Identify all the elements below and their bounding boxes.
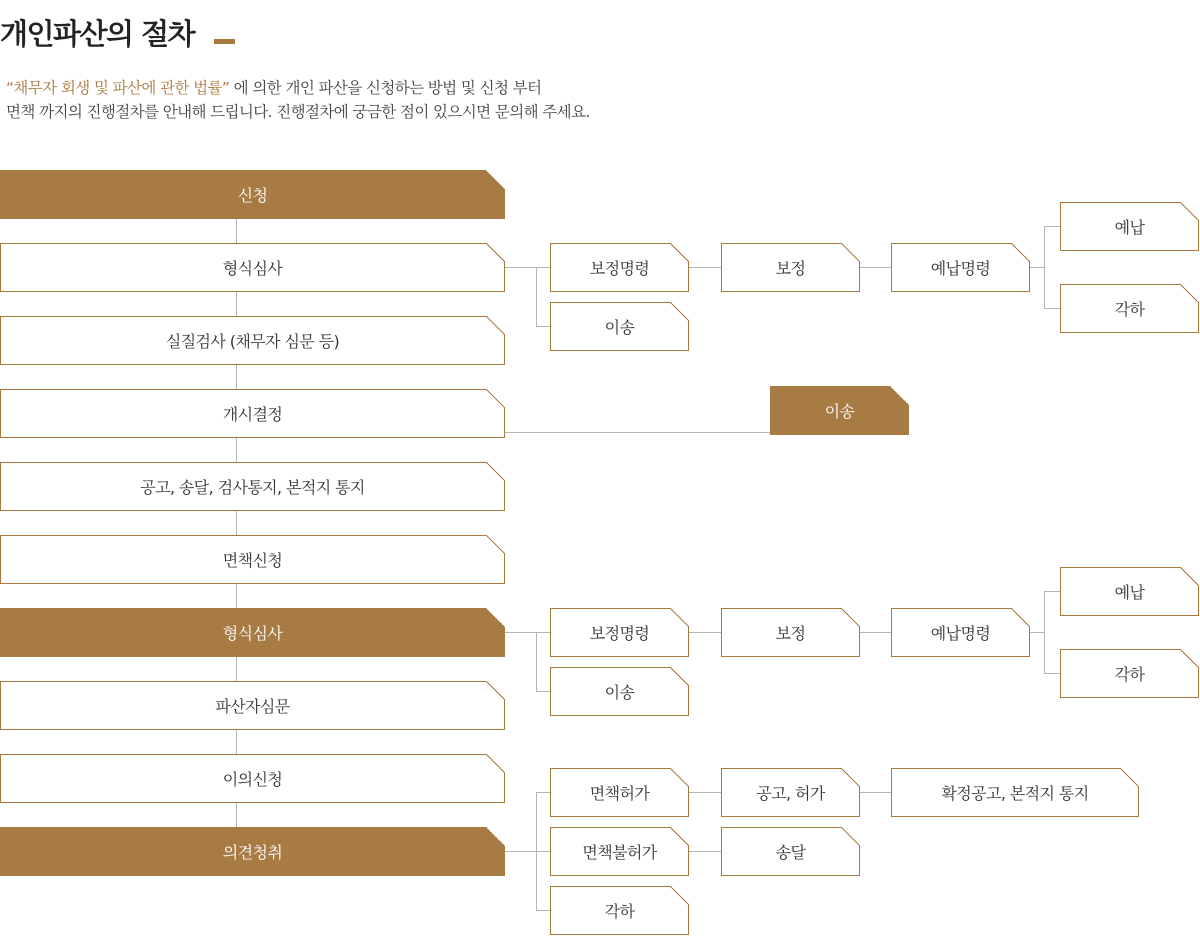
step-label: 파산자심문 — [215, 697, 290, 716]
box-label: 면책허가 — [589, 784, 650, 803]
box-label: 예납 — [1114, 218, 1145, 237]
title-underline — [214, 39, 235, 44]
announce-permit-box — [721, 768, 860, 817]
connector — [536, 691, 550, 692]
box-label: 예납명령 — [930, 624, 991, 643]
step-notice — [0, 462, 505, 511]
step-label: 면책신청 — [222, 551, 283, 570]
step-formal-review — [0, 243, 505, 292]
box-label: 이송 — [824, 402, 855, 421]
box-label: 각하 — [1114, 300, 1145, 319]
main-flow-connector — [236, 218, 237, 828]
intro-line-1 — [6, 76, 590, 100]
connector — [689, 792, 721, 793]
step-application — [0, 170, 505, 219]
connector — [536, 792, 550, 793]
step-commencement-decision — [0, 389, 505, 438]
connector — [860, 632, 891, 633]
connector — [689, 632, 721, 633]
page-title: 개인파산의 절차 — [0, 17, 195, 51]
correction-box-2 — [721, 608, 860, 657]
dismissal-box — [1060, 284, 1199, 333]
connector — [1030, 267, 1044, 268]
discharge-denied-box — [550, 827, 689, 876]
connector — [536, 792, 537, 911]
step-bankrupt-hearing — [0, 681, 505, 730]
box-label: 각하 — [604, 902, 635, 921]
connector — [505, 851, 550, 852]
connector — [1044, 673, 1060, 674]
box-label: 확정공고, 본적지 통지 — [941, 784, 1089, 803]
box-label: 면책불허가 — [582, 843, 657, 862]
connector — [1044, 591, 1045, 674]
box-label: 이송 — [604, 683, 635, 702]
dismissal-box-3 — [550, 886, 689, 935]
connector — [536, 910, 550, 911]
step-label: 형식심사 — [222, 624, 283, 643]
step-label: 공고, 송달, 검사통지, 본적지 통지 — [140, 478, 365, 497]
box-label: 이송 — [604, 318, 635, 337]
connector — [1044, 591, 1060, 592]
intro-line-2: 면책 까지의 진행절차를 안내해 드립니다. 진행절차에 궁금한 점이 있으시면 문의해 주세요. — [6, 103, 590, 121]
box-label: 각하 — [1114, 665, 1145, 684]
intro-text — [6, 76, 590, 124]
connector — [1044, 226, 1045, 309]
step-label: 형식심사 — [222, 259, 283, 278]
step-label: 이의신청 — [222, 770, 283, 789]
box-label: 예납명령 — [930, 259, 991, 278]
correction-order-box — [550, 243, 689, 292]
connector — [536, 326, 550, 327]
prepay-box — [1060, 202, 1199, 251]
step-formal-review-2 — [0, 608, 505, 657]
connector — [1044, 226, 1060, 227]
box-label: 보정명령 — [589, 624, 650, 643]
transfer-box — [550, 302, 689, 351]
step-label: 신청 — [237, 186, 268, 205]
connector — [689, 851, 721, 852]
box-label: 보정명령 — [589, 259, 650, 278]
prepay-order-box-2 — [891, 608, 1030, 657]
prepay-order-box — [891, 243, 1030, 292]
step-substantive-review — [0, 316, 505, 365]
prepay-box-2 — [1060, 567, 1199, 616]
step-objection — [0, 754, 505, 803]
connector — [860, 792, 891, 793]
connector — [505, 632, 550, 633]
step-label: 개시결정 — [222, 405, 283, 424]
box-label: 예납 — [1114, 583, 1145, 602]
connector — [536, 632, 537, 691]
correction-order-box-2 — [550, 608, 689, 657]
final-announce-box — [891, 768, 1139, 817]
step-opinion-hearing — [0, 827, 505, 876]
transfer-box-2 — [550, 667, 689, 716]
correction-box — [721, 243, 860, 292]
step-label: 실질검사 (채무자 심문 등) — [165, 332, 340, 351]
connector — [536, 267, 537, 326]
transfer-highlight-box — [770, 386, 909, 435]
step-label: 의견청취 — [222, 843, 283, 862]
connector — [860, 267, 891, 268]
box-label: 공고, 허가 — [756, 784, 825, 803]
law-name: “채무자 회생 및 파산에 관한 법률” — [6, 79, 230, 97]
connector — [1030, 632, 1044, 633]
dismissal-box-2 — [1060, 649, 1199, 698]
box-label: 송달 — [775, 843, 806, 862]
connector — [689, 267, 721, 268]
box-label: 보정 — [775, 624, 806, 643]
intro-line-1-rest: 에 의한 개인 파산을 신청하는 방법 및 신청 부터 — [229, 79, 542, 97]
connector — [1044, 308, 1060, 309]
discharge-granted-box — [550, 768, 689, 817]
box-label: 보정 — [775, 259, 806, 278]
connector — [505, 267, 550, 268]
step-discharge-application — [0, 535, 505, 584]
connector — [505, 432, 770, 433]
deliver-box — [721, 827, 860, 876]
